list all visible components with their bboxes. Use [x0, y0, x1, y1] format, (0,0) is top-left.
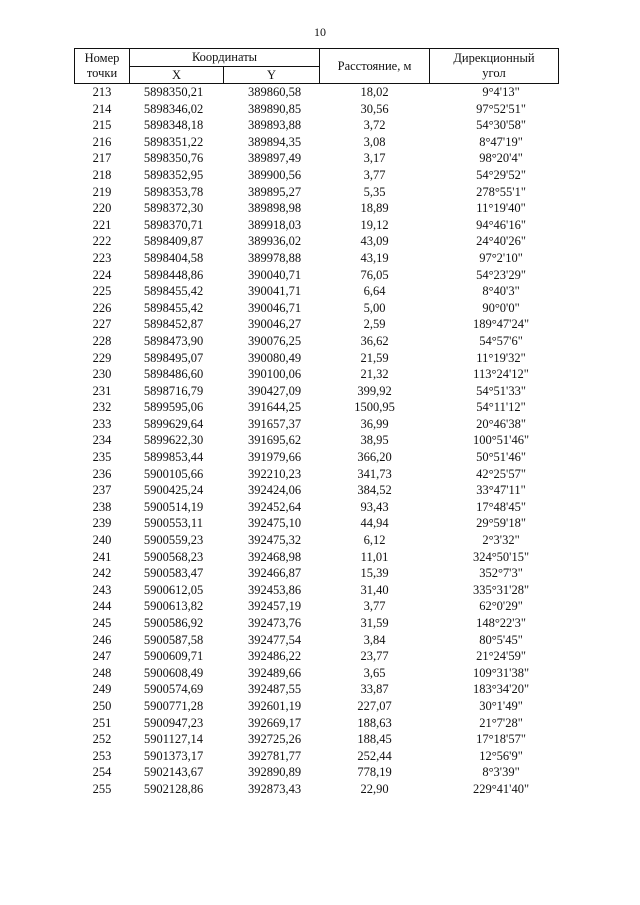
point-number-cell: 254 [92, 765, 112, 780]
y-coordinate-cell: 392489,66 [247, 665, 302, 680]
distance-cell: 1500,95 [354, 400, 395, 415]
table-row [75, 101, 559, 118]
y-coordinate-cell: 392601,19 [247, 698, 302, 713]
x-coordinate-cell: 5900105,66 [143, 466, 204, 481]
x-coordinate-cell: 5901127,14 [144, 732, 203, 747]
y-coordinate-cell: 390040,71 [247, 267, 302, 282]
y-coordinate-cell: 390046,27 [247, 317, 302, 332]
y-coordinate-cell: 392468,98 [247, 549, 302, 564]
y-coordinate-cell: 389893,88 [247, 118, 302, 133]
x-coordinate-cell: 5898404,58 [143, 250, 204, 265]
table-row [75, 565, 559, 582]
distance-cell: 2,59 [363, 317, 386, 332]
point-number-cell: 226 [92, 300, 112, 315]
x-coordinate-cell: 5900609,71 [143, 649, 204, 664]
table-row [75, 350, 559, 367]
table-row [75, 648, 559, 665]
table-row [75, 499, 559, 516]
distance-cell: 18,02 [360, 85, 389, 99]
bearing-cell: 80°5'45" [479, 632, 523, 647]
table-row [75, 698, 559, 715]
y-coordinate-cell: 391644,25 [247, 400, 302, 415]
y-coordinate-cell: 390100,06 [247, 367, 302, 382]
bearing-cell: 113°24'12" [473, 367, 529, 382]
table-row [75, 383, 559, 400]
point-number-cell: 219 [92, 184, 112, 199]
bearing-cell: 335°31'28" [472, 582, 530, 597]
bearing-cell: 30°1'49" [479, 698, 523, 713]
bearing-cell: 9°4'13" [482, 85, 520, 99]
table-row [75, 515, 559, 532]
y-coordinate-cell: 389936,02 [247, 234, 302, 249]
y-coordinate-cell: 389918,03 [247, 217, 302, 232]
table-row [75, 632, 559, 649]
bearing-cell: 50°51'46" [476, 450, 526, 465]
y-coordinate-cell: 392457,19 [247, 599, 302, 614]
point-number-cell: 221 [92, 217, 112, 232]
x-coordinate-cell: 5902143,67 [143, 765, 204, 780]
y-coordinate-cell: 389895,27 [247, 184, 302, 199]
bearing-cell: 97°2'10" [479, 250, 523, 265]
point-number-cell: 239 [92, 516, 112, 531]
bearing-cell: 183°34'20" [472, 682, 530, 697]
x-coordinate-cell: 5899622,30 [143, 433, 204, 448]
bearing-cell: 20°46'38" [476, 416, 526, 431]
bearing-header-line1: Дирекционный [453, 51, 535, 65]
point-number-cell: 229 [92, 350, 112, 365]
y-coordinate-cell: 389894,35 [247, 134, 302, 149]
point-number-cell: 215 [92, 118, 112, 133]
point-number-header-line2: точки [86, 66, 118, 80]
point-number-cell: 249 [92, 682, 112, 697]
point-number-cell: 235 [92, 450, 112, 465]
distance-cell: 188,45 [357, 732, 392, 747]
bearing-cell: 33°47'11" [476, 483, 526, 498]
x-coordinate-cell: 5898486,60 [143, 367, 204, 382]
bearing-cell: 148°22'3" [476, 616, 526, 630]
distance-cell: 366,20 [357, 450, 392, 465]
table-row [75, 250, 559, 267]
x-coordinate-cell: 5900559,23 [143, 533, 204, 548]
y-coordinate-cell: 392210,23 [247, 466, 302, 481]
table-row [75, 416, 559, 433]
x-coordinate-cell: 5898350,76 [143, 151, 204, 166]
table-row [75, 781, 559, 798]
distance-cell: 227,07 [357, 698, 392, 713]
bearing-cell: 90°0'0" [482, 300, 520, 315]
distance-cell: 5,00 [363, 300, 386, 315]
x-header: X [130, 67, 224, 84]
table-row [75, 532, 559, 549]
x-coordinate-cell: 5898716,79 [143, 383, 204, 398]
table-row [75, 598, 559, 615]
x-coordinate-cell: 5899595,06 [143, 400, 204, 415]
distance-cell: 38,95 [360, 433, 389, 448]
y-coordinate-cell: 392781,77 [247, 748, 302, 763]
point-number-cell: 253 [92, 748, 112, 763]
bearing-cell: 98°20'4" [479, 151, 523, 166]
distance-header: Расстояние, м [320, 49, 430, 84]
x-coordinate-cell: 5898409,87 [143, 234, 204, 249]
distance-cell: 384,52 [357, 483, 392, 498]
bearing-cell: 21°7'28" [479, 715, 523, 730]
y-coordinate-cell: 392466,87 [247, 566, 302, 581]
x-coordinate-cell: 5898346,02 [143, 101, 204, 116]
bearing-cell: 229°41'40" [472, 781, 530, 796]
y-coordinate-cell: 389890,85 [247, 101, 302, 116]
point-number-cell: 248 [92, 665, 112, 680]
point-number-cell: 237 [92, 483, 112, 498]
table-row [75, 184, 559, 201]
distance-cell: 252,44 [357, 748, 392, 763]
x-coordinate-cell: 5898370,71 [143, 217, 204, 232]
y-coordinate-cell: 389897,49 [247, 151, 302, 166]
y-coordinate-cell: 392473,76 [247, 616, 302, 630]
y-coordinate-cell: 389900,56 [247, 167, 302, 182]
point-number-cell: 227 [92, 317, 112, 332]
table-row [75, 316, 559, 333]
point-number-cell: 236 [92, 466, 112, 481]
y-coordinate-cell: 390046,71 [247, 300, 302, 315]
y-coordinate-cell: 391695,62 [247, 433, 302, 448]
distance-cell: 778,19 [357, 765, 392, 780]
point-number-cell: 233 [92, 416, 112, 431]
bearing-cell: 29°59'18" [476, 516, 526, 531]
point-number-header [75, 49, 130, 84]
point-number-cell: 217 [92, 151, 112, 166]
table-row [75, 217, 559, 234]
y-coordinate-cell: 392475,10 [247, 516, 302, 531]
y-coordinate-cell: 392890,89 [247, 765, 302, 780]
bearing-cell: 109°31'38" [472, 665, 530, 680]
x-coordinate-cell: 5899853,44 [143, 450, 204, 465]
x-coordinate-cell: 5902128,86 [143, 781, 204, 796]
y-header: Y [224, 67, 320, 84]
distance-cell: 15,39 [360, 566, 389, 581]
x-coordinate-cell: 5900574,69 [143, 682, 204, 697]
coordinates-table [74, 48, 559, 798]
y-coordinate-cell: 389860,58 [247, 85, 302, 99]
x-coordinate-cell: 5900425,24 [143, 483, 204, 498]
x-coordinate-cell: 5898448,86 [143, 267, 204, 282]
x-coordinate-cell: 5900553,11 [144, 516, 203, 531]
bearing-cell: 54°11'12" [476, 400, 526, 415]
bearing-cell: 8°47'19" [479, 134, 523, 149]
bearing-cell: 11°19'40" [476, 201, 526, 216]
x-coordinate-cell: 5898351,22 [143, 134, 204, 149]
x-coordinate-cell: 5898473,90 [143, 333, 204, 348]
x-coordinate-cell: 5898348,18 [143, 118, 204, 133]
table-row [75, 399, 559, 416]
y-coordinate-cell: 392424,06 [247, 483, 302, 498]
bearing-header [430, 49, 559, 84]
point-number-cell: 232 [92, 400, 112, 415]
point-number-cell: 220 [92, 201, 112, 216]
x-coordinate-cell: 5900568,23 [143, 549, 204, 564]
point-number-cell: 241 [92, 549, 112, 564]
point-number-cell: 242 [92, 566, 112, 581]
bearing-cell: 278°55'1" [476, 184, 526, 199]
distance-cell: 43,19 [360, 250, 389, 265]
distance-cell: 33,87 [360, 682, 389, 697]
point-number-cell: 225 [92, 284, 112, 299]
x-coordinate-cell: 5900613,82 [143, 599, 204, 614]
y-coordinate-cell: 389978,88 [247, 250, 302, 265]
table-row [75, 267, 559, 284]
point-number-cell: 218 [92, 167, 112, 182]
point-number-cell: 222 [92, 234, 112, 249]
table-row [75, 333, 559, 350]
bearing-cell: 189°47'24" [472, 317, 530, 332]
y-coordinate-cell: 392452,64 [247, 499, 302, 514]
x-coordinate-cell: 5901373,17 [143, 748, 204, 763]
x-coordinate-cell: 5900587,58 [143, 632, 204, 647]
point-number-cell: 213 [92, 85, 112, 99]
table-row [75, 764, 559, 781]
table-header [75, 49, 559, 84]
y-coordinate-cell: 392477,54 [247, 632, 302, 647]
table-row [75, 366, 559, 383]
table-row [75, 731, 559, 748]
x-coordinate-cell: 5900612,05 [143, 582, 204, 597]
y-coordinate-cell: 392873,43 [247, 781, 302, 796]
x-coordinate-cell: 5900586,92 [143, 616, 204, 630]
y-coordinate-cell: 390041,71 [247, 284, 302, 299]
distance-cell: 36,99 [360, 416, 389, 431]
point-number-cell: 216 [92, 134, 112, 149]
distance-cell: 21,32 [360, 367, 389, 382]
table-row [75, 167, 559, 184]
y-coordinate-cell: 391657,37 [247, 416, 302, 431]
table-row [75, 615, 559, 632]
distance-cell: 3,17 [363, 151, 386, 166]
distance-cell: 76,05 [360, 267, 389, 282]
y-coordinate-cell: 391979,66 [247, 450, 302, 465]
point-number-cell: 240 [92, 533, 112, 548]
bearing-cell: 17°48'45" [476, 499, 526, 514]
x-coordinate-cell: 5900608,49 [143, 665, 204, 680]
y-coordinate-cell: 390076,25 [247, 333, 302, 348]
distance-cell: 3,65 [363, 665, 386, 680]
x-coordinate-cell: 5900771,28 [143, 698, 204, 713]
distance-cell: 6,64 [363, 284, 386, 299]
table-row [75, 300, 559, 317]
point-number-cell: 252 [92, 732, 112, 747]
y-coordinate-cell: 390080,49 [247, 350, 302, 365]
distance-cell: 36,62 [360, 333, 389, 348]
bearing-cell: 54°23'29" [476, 267, 526, 282]
x-coordinate-cell: 5898455,42 [143, 284, 204, 299]
bearing-header-line2: угол [482, 66, 506, 80]
y-coordinate-cell: 392453,86 [247, 582, 302, 597]
point-number-cell: 247 [92, 649, 112, 664]
table-row [75, 681, 559, 698]
x-coordinate-cell: 5898455,42 [143, 300, 204, 315]
table-row [75, 582, 559, 599]
x-coordinate-cell: 5898350,21 [143, 85, 204, 99]
x-coordinate-cell: 5899629,64 [143, 416, 204, 431]
point-number-cell: 228 [92, 333, 112, 348]
distance-cell: 3,77 [363, 167, 386, 182]
y-coordinate-cell: 392669,17 [247, 715, 302, 730]
point-number-cell: 230 [92, 367, 112, 382]
y-coordinate-cell: 389898,98 [247, 201, 302, 216]
bearing-cell: 97°52'51" [476, 101, 526, 116]
distance-cell: 44,94 [360, 516, 389, 531]
bearing-cell: 8°40'3" [482, 284, 520, 299]
point-number-cell: 250 [92, 698, 112, 713]
distance-cell: 31,59 [360, 616, 389, 630]
point-number-cell: 223 [92, 250, 112, 265]
distance-cell: 3,84 [363, 632, 386, 647]
bearing-cell: 54°57'6" [479, 333, 523, 348]
x-coordinate-cell: 5900947,23 [143, 715, 204, 730]
y-coordinate-cell: 392486,22 [247, 649, 302, 664]
table-row [75, 200, 559, 217]
distance-cell: 11,01 [360, 549, 389, 564]
point-number-cell: 244 [92, 599, 112, 614]
distance-cell: 31,40 [360, 582, 389, 597]
bearing-cell: 100°51'46" [472, 433, 530, 448]
bearing-cell: 94°46'16" [476, 217, 526, 232]
bearing-cell: 12°56'9" [479, 748, 523, 763]
bearing-cell: 42°25'57" [476, 466, 526, 481]
x-coordinate-cell: 5898372,30 [143, 201, 204, 216]
table-row [75, 715, 559, 732]
bearing-cell: 54°29'52" [476, 167, 526, 182]
bearing-cell: 54°30'58" [476, 118, 526, 133]
table-row [75, 84, 559, 101]
table-row [75, 466, 559, 483]
point-number-cell: 238 [92, 499, 112, 514]
table-row [75, 134, 559, 151]
distance-cell: 3,72 [363, 118, 386, 133]
distance-cell: 93,43 [360, 499, 389, 514]
table-row [75, 748, 559, 765]
point-number-cell: 245 [92, 616, 112, 630]
table-row [75, 283, 559, 300]
distance-cell: 5,35 [363, 184, 386, 199]
coordinates-header: Координаты [130, 49, 320, 67]
distance-cell: 3,77 [363, 599, 386, 614]
bearing-cell: 11°19'32" [476, 350, 526, 365]
distance-cell: 341,73 [357, 466, 392, 481]
distance-cell: 30,56 [360, 101, 389, 116]
distance-cell: 21,59 [360, 350, 389, 365]
point-number-cell: 214 [92, 101, 112, 116]
point-number-header-line1: Номер [84, 51, 120, 65]
point-number-cell: 234 [92, 433, 112, 448]
distance-cell: 43,09 [360, 234, 389, 249]
table-row [75, 449, 559, 466]
bearing-cell: 62°0'29" [479, 599, 523, 614]
point-number-cell: 224 [92, 267, 112, 282]
distance-cell: 23,77 [360, 649, 389, 664]
bearing-cell: 2°3'32" [482, 533, 520, 548]
bearing-cell: 24°40'26" [476, 234, 526, 249]
x-coordinate-cell: 5898352,95 [143, 167, 204, 182]
table-body [75, 84, 559, 798]
y-coordinate-cell: 392475,32 [247, 533, 302, 548]
bearing-cell: 324°50'15" [472, 549, 530, 564]
x-coordinate-cell: 5898452,87 [143, 317, 204, 332]
point-number-cell: 251 [92, 715, 112, 730]
point-number-cell: 231 [92, 383, 112, 398]
bearing-cell: 17°18'57" [476, 732, 526, 747]
distance-cell: 399,92 [357, 383, 392, 398]
bearing-cell: 352°7'3" [479, 566, 523, 581]
distance-cell: 19,12 [360, 217, 389, 232]
page-number: 10 [314, 25, 326, 39]
x-coordinate-cell: 5898353,78 [143, 184, 204, 199]
y-coordinate-cell: 392725,26 [247, 732, 302, 747]
x-coordinate-cell: 5900583,47 [143, 566, 204, 581]
table-row [75, 117, 559, 134]
table-row [75, 665, 559, 682]
distance-cell: 6,12 [363, 533, 386, 548]
distance-cell: 3,08 [363, 134, 386, 149]
table-row [75, 482, 559, 499]
y-coordinate-cell: 390427,09 [247, 383, 302, 398]
table-row [75, 233, 559, 250]
x-coordinate-cell: 5900514,19 [143, 499, 204, 514]
bearing-cell: 21°24'59" [476, 649, 526, 664]
distance-cell: 22,90 [360, 781, 389, 796]
distance-cell: 188,63 [357, 715, 392, 730]
table-row [75, 432, 559, 449]
bearing-cell: 8°3'39" [482, 765, 520, 780]
bearing-cell: 54°51'33" [476, 383, 526, 398]
distance-cell: 18,89 [360, 201, 389, 216]
table-row [75, 549, 559, 566]
point-number-cell: 246 [92, 632, 112, 647]
x-coordinate-cell: 5898495,07 [143, 350, 204, 365]
point-number-cell: 243 [92, 582, 112, 597]
y-coordinate-cell: 392487,55 [247, 682, 302, 697]
point-number-cell: 255 [92, 781, 112, 796]
table-row [75, 150, 559, 167]
